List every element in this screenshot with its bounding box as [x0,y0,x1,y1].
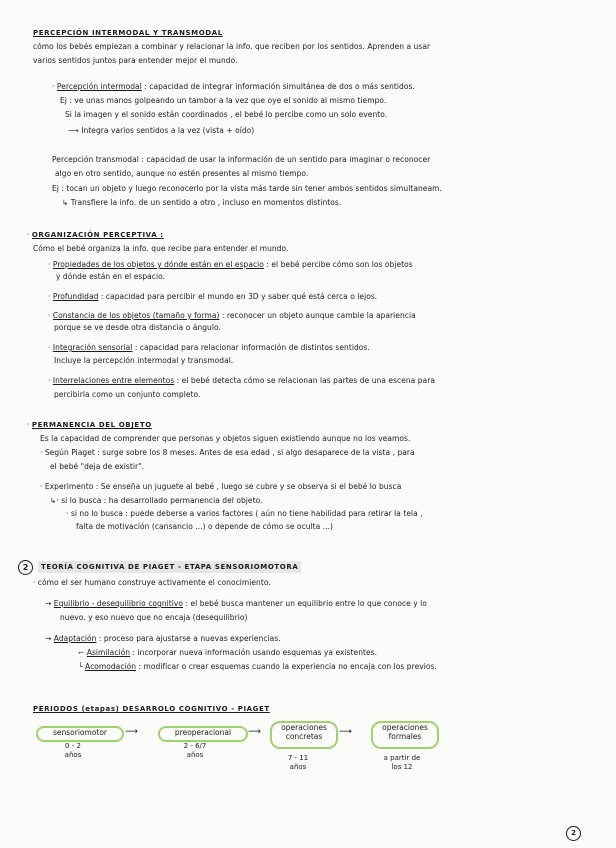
age-unit: años [64,751,82,759]
text-line: Cómo el bebé organiza la info. que recibe para entender el mundo. [33,244,289,253]
arrow-icon: → [45,599,52,608]
result-line [62,198,341,208]
page-number: 2 [566,826,581,841]
arrow-icon: ↳ [62,198,69,207]
definition-line: · Profundidad : capacidad para percibir el mundo en 3D y saber qué está cerca o lejos. [48,292,378,301]
age-range: a partir de [383,754,421,762]
text: Transfiere la info. de un sentido a otro , incluso en momentos distintos. [70,198,342,207]
definition: : el bebé detecta cómo se relacionan las partes de una escena para [176,376,435,385]
definition-line: · Propiedades de los objetos y dónde están en el espacio : el bebé percibe cómo son los objetos [48,260,413,269]
section-heading: · PERMANENCIA DEL OBJETO [27,420,152,429]
arrow-icon: ↳ [50,496,57,505]
text-line: el bebé "deja de existir". [50,462,145,471]
text-line: cómo los bebés empiezan a combinar y relacionar la info. que reciben por los sentidos. Aprenden a usar [33,42,431,51]
definition: : reconocer un objeto aunque cambie la apariencia [221,311,416,320]
text: Integra varios sentidos a la vez (vista + oído) [81,126,255,135]
text-line: falta de motivación (cansancio ...) o depende de cómo se oculta ...) [76,522,334,531]
text-line: · si no lo busca : puede deberse a varios factores ( aún no tiene habilidad para retirar la tela , [66,509,423,518]
term: Equilibrio - desequilibrio cognitivo [53,599,184,608]
stage-operaciones-formales [371,721,439,749]
stage-age [48,742,98,760]
age-unit: años [186,751,204,759]
definition: : el bebé percibe cómo son los objetos [266,260,413,269]
definition: : capacidad para percibir el mundo en 3D y saber qué está cerca o lejos. [100,292,378,301]
result-line [50,496,263,506]
definition-line [45,599,427,609]
text-line: · Según Piaget : surge sobre los 8 meses. Antes de esa edad , si algo desaparece de la vista , para [40,448,415,457]
definition: : capacidad de integrar información simultánea de dos o más sentidos. [144,82,415,91]
text-line: · cómo el ser humano construye activamente el conocimiento. [33,578,271,587]
age-unit: los 12 [391,763,413,771]
text-line: nuevo. y eso nuevo que no encaja (desequilibrio) [60,613,248,622]
age-range: 7 - 11 [287,754,309,762]
text-line: · Experimento : Se enseña un juguete al bebé , luego se cubre y se observa si el bebé lo busca [40,482,402,491]
term: Asimilación [86,648,131,657]
text-line: Ej : ve unas manos golpeando un tambor a la vez que oye el sonido al mismo tiempo. [60,96,387,105]
definition-line [78,662,437,672]
definition: : proceso para ajustarse a nuevas experiencias. [98,634,281,643]
bracket-icon: ⌐ [78,648,85,657]
age-range: 2 - 6/7 [183,742,207,750]
text-line: percibirla como un conjunto completo. [54,390,201,399]
text-line: Incluye la percepción intermodal y transmodal. [54,356,234,365]
definition: : capacidad para relacionar información de distintos sentidos. [134,343,370,352]
text-line: Si la imagen y el sonido están coordinados , el bebé lo percibe como un solo evento. [65,110,388,119]
section-title-permanencia: PERMANENCIA DEL OBJETO [31,421,152,429]
text-line: algo en otro sentido, aunque no estén presentes al mismo tiempo. [55,169,309,178]
term: Integración sensorial [52,343,133,352]
section-heading: · ORGANIZACIÓN PERCEPTIVA : [27,230,164,239]
stage-age [374,754,430,772]
definition-line: · Interrelaciones entre elementos : el bebé detecta cómo se relacionan las partes de una escena para [48,376,435,385]
stage-label: formales [388,732,422,741]
definition-line: · Integración sensorial : capacidad para relacionar información de distintos sentidos. [48,343,370,352]
stage-age [273,754,323,772]
stage-age [170,742,220,760]
definition-line: · Percepción intermodal : capacidad de integrar información simultánea de dos o más sentidos. [52,82,415,91]
term: Constancia de los objetos (tamaño y forma) [52,311,220,320]
term: Profundidad [52,292,99,301]
term: Interrelaciones entre elementos [52,376,175,385]
definition: : el bebé busca mantener un equilibrio entre lo que conoce y lo [185,599,427,608]
text-line: Percepción transmodal : capacidad de usar la información de un sentido para imaginar o reconocer [52,155,431,164]
definition: : modificar o crear esquemas cuando la experiencia no encaja con los previos. [138,662,437,671]
text-line: y dónde están en el espacio. [56,272,166,281]
definition-line [45,634,281,644]
text-line: Ej : tocan un objeto y luego reconocerlo por la vista más tarde sin tener ambos sentidos simultaneam. [52,184,442,193]
arrow-icon: → [45,634,52,643]
stage-sensoriomotor: sensoriomotor [36,726,124,742]
result-line [68,126,254,136]
text-line: porque se ve desde otra distancia o ángulo. [54,323,221,332]
term: Acomodación [85,662,137,671]
text-line: varios sentidos juntos para entender mejor el mundo. [33,56,238,65]
definition: : incorporar nueva información usando esquemas ya existentes. [132,648,378,657]
stage-preoperacional: preoperacional [158,726,248,742]
stage-label: operaciones [382,723,428,732]
term: Percepción intermodal [56,82,142,91]
stage-label: operaciones [281,723,327,732]
definition-line: · Constancia de los objetos (tamaño y forma) : reconocer un objeto aunque cambie la apariencia [48,311,416,320]
bracket-icon: └ [78,662,83,671]
arrow-icon: ⟶ [68,126,79,135]
arrow-icon: ⟶ [339,727,352,737]
definition-line [78,648,377,658]
arrow-icon: ⟶ [125,727,138,737]
section-title-periodos: PERIODOS (etapas) DESARROLO COGNITIVO - PIAGET [33,705,270,713]
age-unit: años [289,763,307,771]
stage-operaciones-concretas [270,721,338,749]
term: Propiedades de los objetos y dónde están en el espacio [52,260,264,269]
section-number-badge: 2 [18,560,33,575]
arrow-icon: ⟶ [248,727,261,737]
text: · si lo busca : ha desarrollado permanencia del objeto. [56,496,263,505]
age-range: 0 - 2 [65,742,81,750]
section-title-piaget: TEORÍA COGNITIVA DE PIAGET - ETAPA SENSORIOMOTORA [38,561,301,573]
section-title-organizacion: ORGANIZACIÓN PERCEPTIVA : [31,231,164,239]
text-line: Es la capacidad de comprender que personas y objetos siguen existiendo aunque no los veamos. [40,434,411,443]
term: Adaptación [53,634,97,643]
stage-label: concretas [285,732,323,741]
section-title-percepcion: PERCEPCIÓN INTERMODAL Y TRANSMODAL [33,29,223,37]
